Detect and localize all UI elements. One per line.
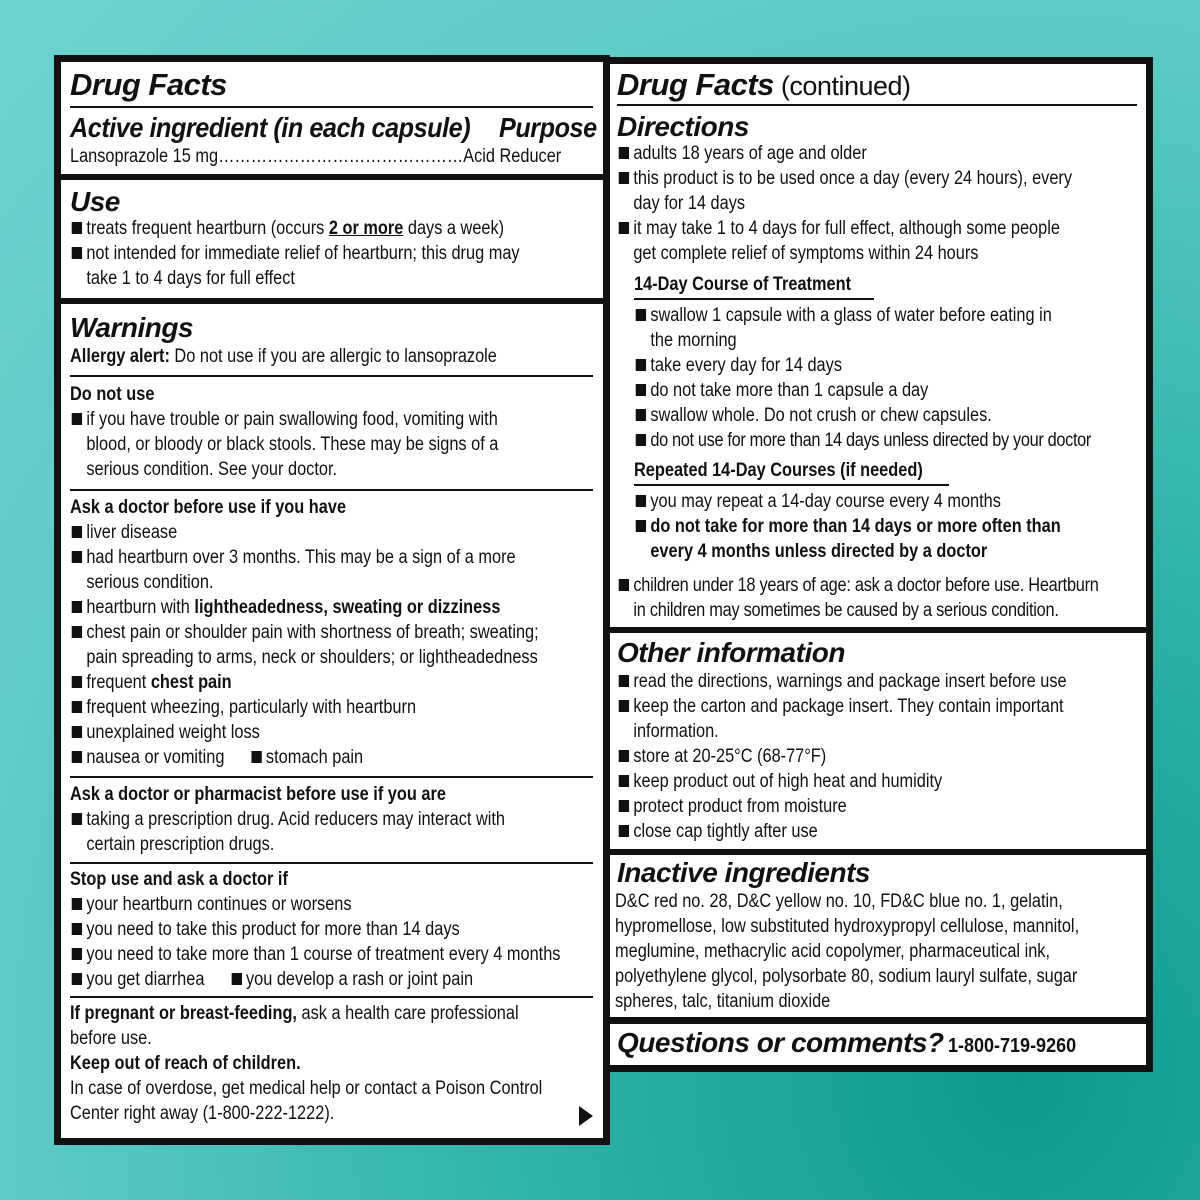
list-item: do not take for more than 14 days or more often than — [634, 514, 1061, 539]
questions-phone: 1-800-719-9260 — [948, 1035, 1077, 1057]
list-item: you develop a rash or joint pain — [230, 967, 473, 992]
list-item-cont: get complete relief of symptoms within 24 hours — [633, 243, 979, 264]
list-item: swallow 1 capsule with a glass of water before eating in — [634, 303, 1091, 328]
list-item: your heartburn continues or worsens — [70, 892, 560, 917]
active-ingredient-section — [61, 62, 603, 174]
drug-facts-continued-title: Drug Facts (continued) — [617, 67, 911, 102]
stop-use-list — [70, 892, 560, 992]
list-item: stomach pain — [250, 745, 364, 770]
use-item: treats frequent heartburn (occurs 2 or more days a week) — [70, 216, 520, 241]
list-item: frequent wheezing, particularly with heartburn — [70, 695, 539, 720]
active-ingredient-heading: Active ingredient (in each capsule) — [70, 112, 471, 143]
list-item: heartburn with lightheadedness, sweating or dizziness — [70, 595, 539, 620]
do-not-use-heading: Do not use — [70, 384, 155, 405]
list-item-cont: day for 14 days — [633, 193, 746, 214]
pregnancy-warning: If pregnant or breast-feeding, ask a health care professional before use. Keep out of reach of children. In case of overdose, get medical help or contact a Poison Control Center right away (1-800-222-1222). — [70, 1003, 543, 1124]
list-item-cont: serious condition. See your doctor. — [86, 459, 338, 480]
use-section — [61, 180, 603, 298]
course-heading: 14-Day Course of Treatment — [634, 274, 852, 295]
list-item: adults 18 years of age and older — [617, 141, 1072, 166]
repeat-list — [634, 489, 1061, 564]
ask-doctor-heading: Ask a doctor before use if you have — [70, 497, 347, 518]
list-item-cont: blood, or bloody or black stools. These may be signs of a — [86, 434, 499, 455]
warnings-section — [61, 304, 603, 1138]
list-item: read the directions, warnings and package insert before use — [617, 669, 1067, 694]
list-item: taking a prescription drug. Acid reducers may interact with — [70, 807, 505, 832]
list-item: keep the carton and package insert. They contain important — [617, 694, 1067, 719]
list-item: if you have trouble or pain swallowing food, vomiting with — [70, 407, 498, 432]
list-item-cont: every 4 months unless directed by a doctor — [650, 541, 988, 562]
list-item: swallow whole. Do not crush or chew capsules. — [634, 403, 1091, 428]
list-item: liver disease — [70, 520, 539, 545]
warnings-heading: Warnings — [70, 312, 194, 343]
stop-use-heading: Stop use and ask a doctor if — [70, 869, 288, 890]
list-item: do not use for more than 14 days unless directed by your doctor — [634, 428, 1091, 453]
keep-out-of-reach: Keep out of reach of children. — [70, 1053, 301, 1074]
continue-arrow-icon — [579, 1106, 593, 1126]
list-item: you get diarrhea — [70, 967, 204, 992]
directions-list — [617, 141, 1072, 266]
overdose-text: Center right away (1-800-222-1222). — [70, 1103, 335, 1124]
list-item: take every day for 14 days — [634, 353, 1091, 378]
list-item: unexplained weight loss — [70, 720, 539, 745]
other-info-list — [617, 669, 1067, 844]
list-item: had heartburn over 3 months. This may be a sign of a more — [70, 545, 539, 570]
questions-heading: Questions or comments? — [617, 1027, 944, 1058]
children-note — [617, 573, 1099, 623]
use-heading: Use — [70, 186, 120, 217]
overdose-text: In case of overdose, get medical help or contact a Poison Control — [70, 1078, 543, 1099]
title-rule — [617, 104, 1137, 106]
allergy-alert: Allergy alert: Do not use if you are allergic to lansoprazole — [70, 346, 497, 367]
list-item: you may repeat a 14-day course every 4 months — [634, 489, 1061, 514]
title-rule — [70, 106, 593, 108]
list-item: you need to take more than 1 course of treatment every 4 months — [70, 942, 560, 967]
inactive-ingredients-section — [610, 855, 1146, 1017]
list-item-cont: serious condition. — [86, 572, 214, 593]
ingredient-line: Lansoprazole 15 mg………………………………………Acid Reducer — [70, 146, 562, 167]
list-item: this product is to be used once a day (every 24 hours), every — [617, 166, 1072, 191]
ask-pharmacist-list — [70, 807, 505, 857]
list-item: keep product out of high heat and humidity — [617, 769, 1067, 794]
use-list — [70, 216, 520, 291]
other-info-section — [610, 633, 1146, 849]
directions-heading: Directions — [617, 111, 749, 142]
course-rule — [634, 298, 874, 300]
other-info-heading: Other information — [617, 637, 845, 668]
directions-section — [610, 64, 1146, 627]
list-item-cont: information. — [633, 721, 719, 742]
list-item: do not take more than 1 capsule a day — [634, 378, 1091, 403]
ask-pharmacist-heading: Ask a doctor or pharmacist before use if you are — [70, 784, 446, 805]
list-item: close cap tightly after use — [617, 819, 1067, 844]
list-item: children under 18 years of age: ask a doctor before use. Heartburn — [617, 573, 1099, 598]
list-item: store at 20-25°C (68-77°F) — [617, 744, 1067, 769]
list-item: protect product from moisture — [617, 794, 1067, 819]
divider — [70, 996, 593, 998]
list-item-pair — [70, 745, 539, 770]
list-item-cont: in children may sometimes be caused by a serious condition. — [633, 600, 1059, 621]
ask-doctor-list — [70, 520, 539, 770]
list-item-cont: the morning — [650, 330, 737, 351]
list-item: nausea or vomiting — [70, 745, 224, 770]
list-item: frequent chest pain — [70, 670, 539, 695]
list-item: you need to take this product for more than 14 days — [70, 917, 560, 942]
inactive-heading: Inactive ingredients — [617, 857, 870, 888]
list-item: chest pain or shoulder pain with shortness of breath; sweating; — [70, 620, 539, 645]
use-item: not intended for immediate relief of heartburn; this drug may — [70, 241, 520, 266]
do-not-use-list — [70, 407, 498, 482]
list-item-cont: certain prescription drugs. — [86, 834, 275, 855]
repeat-rule — [634, 484, 949, 486]
list-item: it may take 1 to 4 days for full effect, although some people — [617, 216, 1072, 241]
divider — [70, 862, 593, 864]
list-item-cont: pain spreading to arms, neck or shoulders; or lightheadedness — [86, 647, 538, 668]
drug-facts-title: Drug Facts — [70, 67, 227, 102]
repeat-heading: Repeated 14-Day Courses (if needed) — [634, 460, 923, 481]
inactive-list: D&C red no. 28, D&C yellow no. 10, FD&C blue no. 1, gelatin, hypromellose, low substituted hydroxypropyl cellulose, mannitol, meglumine, methacrylic acid copolymer, pharmaceutical ink, polyethylene glycol, polysorbate 80, sodium lauryl sulfate, sugar spheres, talc, titanium dioxide — [615, 891, 1080, 1012]
divider — [70, 489, 593, 491]
divider — [70, 776, 593, 778]
divider — [70, 375, 593, 377]
course-list — [634, 303, 1091, 453]
use-item-cont: take 1 to 4 days for full effect — [86, 268, 295, 289]
questions-section — [610, 1024, 1146, 1065]
list-item-pair — [70, 967, 560, 992]
questions-line — [617, 1027, 1090, 1059]
purpose-heading: Purpose — [499, 112, 597, 143]
